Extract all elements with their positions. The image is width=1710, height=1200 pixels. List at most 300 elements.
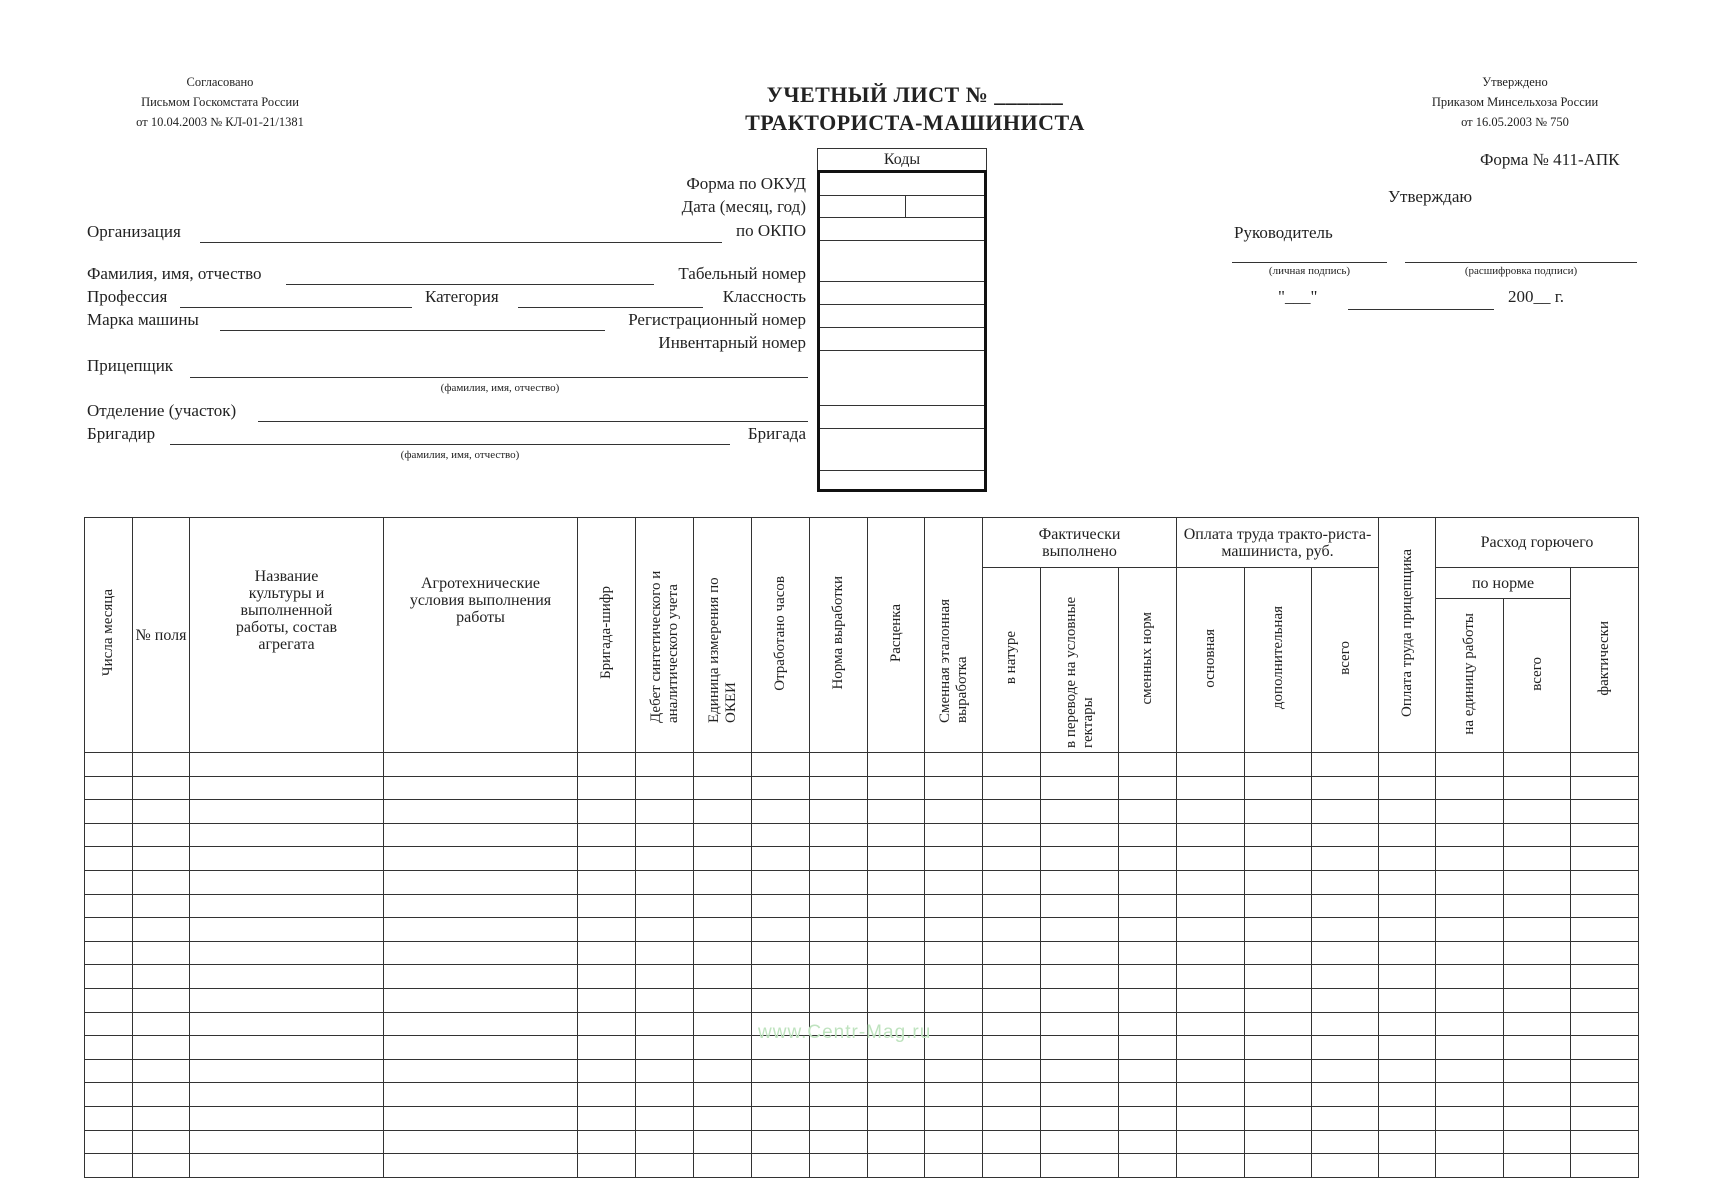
table-cell[interactable] (694, 1036, 752, 1060)
table-cell[interactable] (1245, 918, 1312, 942)
table-cell[interactable] (1436, 965, 1504, 989)
table-cell[interactable] (694, 1154, 752, 1178)
table-cell[interactable] (85, 1154, 133, 1178)
table-cell[interactable] (694, 988, 752, 1012)
table-cell[interactable] (1177, 870, 1245, 894)
table-cell[interactable] (1504, 1130, 1571, 1154)
table-cell[interactable] (694, 847, 752, 871)
table-cell[interactable] (384, 1130, 578, 1154)
table-cell[interactable] (694, 800, 752, 824)
table-cell[interactable] (85, 1083, 133, 1107)
table-cell[interactable] (983, 1106, 1041, 1130)
table-cell[interactable] (133, 1012, 190, 1036)
table-cell[interactable] (752, 776, 810, 800)
table-cell[interactable] (133, 1154, 190, 1178)
table-cell[interactable] (133, 800, 190, 824)
table-cell[interactable] (1041, 918, 1119, 942)
table-cell[interactable] (1312, 1130, 1379, 1154)
table-cell[interactable] (1379, 800, 1436, 824)
table-cell[interactable] (694, 965, 752, 989)
table-cell[interactable] (1379, 918, 1436, 942)
table-cell[interactable] (636, 894, 694, 918)
table-cell[interactable] (1119, 800, 1177, 824)
table-cell[interactable] (1436, 753, 1504, 777)
table-cell[interactable] (190, 1036, 384, 1060)
table-cell[interactable] (1571, 1059, 1639, 1083)
table-cell[interactable] (384, 1012, 578, 1036)
table-cell[interactable] (190, 753, 384, 777)
table-cell[interactable] (694, 823, 752, 847)
codes-row[interactable] (820, 327, 984, 328)
table-cell[interactable] (810, 847, 868, 871)
table-cell[interactable] (578, 1154, 636, 1178)
table-cell[interactable] (1504, 1106, 1571, 1130)
table-cell[interactable] (578, 1130, 636, 1154)
table-cell[interactable] (384, 753, 578, 777)
table-cell[interactable] (983, 965, 1041, 989)
table-cell[interactable] (1177, 965, 1245, 989)
table-cell[interactable] (810, 800, 868, 824)
table-cell[interactable] (133, 823, 190, 847)
table-cell[interactable] (190, 988, 384, 1012)
table-cell[interactable] (983, 870, 1041, 894)
table-cell[interactable] (578, 823, 636, 847)
table-cell[interactable] (384, 894, 578, 918)
table-cell[interactable] (133, 870, 190, 894)
table-cell[interactable] (85, 941, 133, 965)
table-cell[interactable] (1041, 823, 1119, 847)
table-cell[interactable] (1119, 1106, 1177, 1130)
table-cell[interactable] (925, 870, 983, 894)
table-cell[interactable] (1245, 1059, 1312, 1083)
table-cell[interactable] (1571, 1083, 1639, 1107)
table-cell[interactable] (1041, 1059, 1119, 1083)
table-cell[interactable] (1041, 941, 1119, 965)
table-cell[interactable] (752, 1154, 810, 1178)
table-cell[interactable] (384, 1106, 578, 1130)
table-cell[interactable] (85, 965, 133, 989)
table-cell[interactable] (85, 1130, 133, 1154)
table-cell[interactable] (1041, 1154, 1119, 1178)
table-cell[interactable] (1119, 965, 1177, 989)
table-cell[interactable] (578, 941, 636, 965)
table-cell[interactable] (752, 965, 810, 989)
table-cell[interactable] (1379, 965, 1436, 989)
table-cell[interactable] (1504, 941, 1571, 965)
table-cell[interactable] (85, 894, 133, 918)
table-cell[interactable] (810, 988, 868, 1012)
table-cell[interactable] (1504, 823, 1571, 847)
decode-line[interactable] (1405, 262, 1637, 263)
table-cell[interactable] (1041, 1036, 1119, 1060)
table-cell[interactable] (1041, 988, 1119, 1012)
codes-row[interactable] (820, 281, 984, 282)
table-cell[interactable] (85, 1012, 133, 1036)
table-cell[interactable] (636, 1083, 694, 1107)
table-cell[interactable] (868, 847, 925, 871)
table-cell[interactable] (636, 1012, 694, 1036)
table-cell[interactable] (384, 1059, 578, 1083)
table-cell[interactable] (190, 941, 384, 965)
table-cell[interactable] (752, 847, 810, 871)
foreman-field[interactable] (170, 444, 730, 445)
table-cell[interactable] (810, 1154, 868, 1178)
table-cell[interactable] (1312, 800, 1379, 824)
table-cell[interactable] (1245, 776, 1312, 800)
table-cell[interactable] (1119, 1036, 1177, 1060)
date-month-line[interactable] (1348, 309, 1494, 310)
table-cell[interactable] (1571, 870, 1639, 894)
table-cell[interactable] (925, 1012, 983, 1036)
table-cell[interactable] (1571, 1036, 1639, 1060)
table-cell[interactable] (1504, 800, 1571, 824)
table-cell[interactable] (1177, 1106, 1245, 1130)
table-cell[interactable] (1177, 1059, 1245, 1083)
table-cell[interactable] (1504, 1059, 1571, 1083)
organization-field[interactable] (200, 242, 722, 243)
table-cell[interactable] (925, 941, 983, 965)
table-cell[interactable] (133, 1059, 190, 1083)
table-cell[interactable] (1041, 1083, 1119, 1107)
table-cell[interactable] (810, 776, 868, 800)
table-cell[interactable] (1119, 1012, 1177, 1036)
table-cell[interactable] (636, 1059, 694, 1083)
table-cell[interactable] (925, 776, 983, 800)
table-cell[interactable] (190, 1059, 384, 1083)
table-cell[interactable] (1436, 800, 1504, 824)
codes-row[interactable] (820, 217, 984, 218)
table-cell[interactable] (85, 918, 133, 942)
table-cell[interactable] (1571, 800, 1639, 824)
table-cell[interactable] (1312, 776, 1379, 800)
table-cell[interactable] (133, 1130, 190, 1154)
table-cell[interactable] (636, 870, 694, 894)
codes-row[interactable] (820, 304, 984, 305)
table-cell[interactable] (868, 918, 925, 942)
table-cell[interactable] (1245, 870, 1312, 894)
table-cell[interactable] (868, 965, 925, 989)
table-cell[interactable] (752, 894, 810, 918)
signature-line[interactable] (1232, 262, 1387, 263)
table-cell[interactable] (694, 870, 752, 894)
table-cell[interactable] (1041, 1106, 1119, 1130)
table-cell[interactable] (1504, 870, 1571, 894)
table-cell[interactable] (1119, 847, 1177, 871)
table-cell[interactable] (1177, 800, 1245, 824)
table-cell[interactable] (1504, 988, 1571, 1012)
table-cell[interactable] (1041, 894, 1119, 918)
table-cell[interactable] (752, 1106, 810, 1130)
table-cell[interactable] (1571, 941, 1639, 965)
table-cell[interactable] (925, 800, 983, 824)
table-cell[interactable] (1571, 753, 1639, 777)
table-cell[interactable] (1312, 1154, 1379, 1178)
table-cell[interactable] (1312, 918, 1379, 942)
table-cell[interactable] (1379, 1083, 1436, 1107)
table-cell[interactable] (1041, 870, 1119, 894)
table-cell[interactable] (578, 800, 636, 824)
table-cell[interactable] (85, 870, 133, 894)
table-cell[interactable] (1245, 1036, 1312, 1060)
table-cell[interactable] (868, 753, 925, 777)
table-cell[interactable] (1312, 1083, 1379, 1107)
table-cell[interactable] (1041, 847, 1119, 871)
table-cell[interactable] (752, 823, 810, 847)
table-cell[interactable] (810, 1059, 868, 1083)
table-cell[interactable] (1379, 1059, 1436, 1083)
table-cell[interactable] (868, 776, 925, 800)
table-cell[interactable] (133, 1106, 190, 1130)
table-cell[interactable] (983, 918, 1041, 942)
table-cell[interactable] (1504, 918, 1571, 942)
table-cell[interactable] (384, 965, 578, 989)
table-cell[interactable] (190, 1154, 384, 1178)
table-cell[interactable] (694, 1106, 752, 1130)
table-cell[interactable] (133, 1036, 190, 1060)
table-cell[interactable] (1436, 918, 1504, 942)
table-cell[interactable] (1177, 988, 1245, 1012)
table-cell[interactable] (1041, 800, 1119, 824)
table-cell[interactable] (1436, 870, 1504, 894)
table-cell[interactable] (1245, 1130, 1312, 1154)
table-cell[interactable] (810, 941, 868, 965)
table-cell[interactable] (1436, 847, 1504, 871)
table-cell[interactable] (1504, 753, 1571, 777)
table-cell[interactable] (1571, 1154, 1639, 1178)
table-cell[interactable] (85, 847, 133, 871)
table-cell[interactable] (1379, 1154, 1436, 1178)
table-cell[interactable] (1119, 1154, 1177, 1178)
table-cell[interactable] (1436, 776, 1504, 800)
table-cell[interactable] (636, 941, 694, 965)
table-cell[interactable] (925, 894, 983, 918)
table-cell[interactable] (1177, 1154, 1245, 1178)
table-cell[interactable] (983, 1154, 1041, 1178)
table-cell[interactable] (190, 1130, 384, 1154)
table-cell[interactable] (694, 1059, 752, 1083)
table-cell[interactable] (983, 753, 1041, 777)
table-cell[interactable] (868, 1059, 925, 1083)
table-cell[interactable] (868, 894, 925, 918)
table-cell[interactable] (1177, 1130, 1245, 1154)
table-cell[interactable] (694, 941, 752, 965)
table-cell[interactable] (636, 1036, 694, 1060)
table-cell[interactable] (925, 1154, 983, 1178)
table-cell[interactable] (1245, 894, 1312, 918)
table-cell[interactable] (636, 1130, 694, 1154)
table-cell[interactable] (694, 776, 752, 800)
trailer-field[interactable] (190, 377, 808, 378)
table-cell[interactable] (694, 1083, 752, 1107)
table-cell[interactable] (636, 847, 694, 871)
table-cell[interactable] (925, 753, 983, 777)
table-cell[interactable] (983, 1059, 1041, 1083)
table-cell[interactable] (694, 894, 752, 918)
table-cell[interactable] (868, 1130, 925, 1154)
table-cell[interactable] (925, 965, 983, 989)
table-cell[interactable] (752, 941, 810, 965)
category-field[interactable] (518, 307, 703, 308)
table-cell[interactable] (868, 1154, 925, 1178)
codes-row[interactable] (820, 428, 984, 429)
table-cell[interactable] (636, 823, 694, 847)
table-cell[interactable] (1312, 1012, 1379, 1036)
table-cell[interactable] (85, 1036, 133, 1060)
table-cell[interactable] (1245, 965, 1312, 989)
table-cell[interactable] (983, 1083, 1041, 1107)
table-cell[interactable] (384, 823, 578, 847)
table-cell[interactable] (925, 988, 983, 1012)
table-cell[interactable] (1312, 1106, 1379, 1130)
table-cell[interactable] (1041, 965, 1119, 989)
table-cell[interactable] (578, 1036, 636, 1060)
table-cell[interactable] (578, 870, 636, 894)
table-cell[interactable] (925, 823, 983, 847)
table-cell[interactable] (578, 753, 636, 777)
table-cell[interactable] (85, 823, 133, 847)
table-cell[interactable] (133, 847, 190, 871)
table-cell[interactable] (1436, 988, 1504, 1012)
table-cell[interactable] (810, 1083, 868, 1107)
table-cell[interactable] (1436, 1059, 1504, 1083)
table-cell[interactable] (868, 988, 925, 1012)
table-cell[interactable] (925, 1130, 983, 1154)
table-cell[interactable] (384, 776, 578, 800)
table-cell[interactable] (190, 776, 384, 800)
table-cell[interactable] (1245, 823, 1312, 847)
table-cell[interactable] (925, 1036, 983, 1060)
table-cell[interactable] (1379, 1036, 1436, 1060)
table-cell[interactable] (1504, 1154, 1571, 1178)
table-cell[interactable] (384, 870, 578, 894)
table-cell[interactable] (868, 1083, 925, 1107)
table-cell[interactable] (1571, 823, 1639, 847)
table-cell[interactable] (133, 965, 190, 989)
table-cell[interactable] (578, 894, 636, 918)
table-cell[interactable] (190, 1012, 384, 1036)
table-cell[interactable] (1571, 918, 1639, 942)
table-cell[interactable] (85, 1106, 133, 1130)
table-cell[interactable] (752, 918, 810, 942)
table-cell[interactable] (810, 965, 868, 989)
table-cell[interactable] (636, 800, 694, 824)
table-cell[interactable] (983, 847, 1041, 871)
table-cell[interactable] (810, 870, 868, 894)
table-cell[interactable] (868, 823, 925, 847)
table-cell[interactable] (1436, 1130, 1504, 1154)
table-cell[interactable] (636, 776, 694, 800)
table-cell[interactable] (1245, 988, 1312, 1012)
table-cell[interactable] (1504, 965, 1571, 989)
table-cell[interactable] (384, 847, 578, 871)
table-cell[interactable] (694, 918, 752, 942)
table-cell[interactable] (810, 1130, 868, 1154)
table-cell[interactable] (190, 1083, 384, 1107)
table-cell[interactable] (810, 918, 868, 942)
table-cell[interactable] (1312, 941, 1379, 965)
table-cell[interactable] (578, 1083, 636, 1107)
table-cell[interactable] (133, 941, 190, 965)
codes-row[interactable] (820, 195, 984, 196)
table-cell[interactable] (752, 1083, 810, 1107)
table-cell[interactable] (983, 800, 1041, 824)
table-cell[interactable] (190, 847, 384, 871)
table-cell[interactable] (1436, 894, 1504, 918)
table-cell[interactable] (1119, 1083, 1177, 1107)
table-cell[interactable] (1379, 847, 1436, 871)
table-cell[interactable] (1245, 1012, 1312, 1036)
table-cell[interactable] (1177, 894, 1245, 918)
machine-field[interactable] (220, 330, 605, 331)
table-cell[interactable] (636, 918, 694, 942)
table-cell[interactable] (384, 1036, 578, 1060)
table-cell[interactable] (1119, 823, 1177, 847)
table-cell[interactable] (983, 894, 1041, 918)
table-cell[interactable] (1436, 1012, 1504, 1036)
table-cell[interactable] (1379, 823, 1436, 847)
table-cell[interactable] (636, 965, 694, 989)
table-cell[interactable] (1177, 941, 1245, 965)
table-cell[interactable] (1312, 823, 1379, 847)
table-cell[interactable] (868, 800, 925, 824)
table-cell[interactable] (1379, 988, 1436, 1012)
table-cell[interactable] (1571, 894, 1639, 918)
table-cell[interactable] (1379, 870, 1436, 894)
table-cell[interactable] (133, 894, 190, 918)
table-cell[interactable] (384, 941, 578, 965)
table-cell[interactable] (983, 941, 1041, 965)
table-cell[interactable] (85, 753, 133, 777)
table-cell[interactable] (578, 1012, 636, 1036)
table-cell[interactable] (752, 753, 810, 777)
table-cell[interactable] (1379, 1130, 1436, 1154)
table-cell[interactable] (925, 918, 983, 942)
table-cell[interactable] (1245, 1154, 1312, 1178)
table-cell[interactable] (133, 753, 190, 777)
table-cell[interactable] (983, 776, 1041, 800)
department-field[interactable] (258, 421, 808, 422)
table-cell[interactable] (1379, 1012, 1436, 1036)
table-cell[interactable] (694, 1012, 752, 1036)
table-cell[interactable] (133, 1083, 190, 1107)
table-cell[interactable] (578, 965, 636, 989)
table-cell[interactable] (1504, 1083, 1571, 1107)
table-cell[interactable] (636, 988, 694, 1012)
table-cell[interactable] (983, 1130, 1041, 1154)
table-cell[interactable] (384, 1083, 578, 1107)
table-cell[interactable] (1177, 1083, 1245, 1107)
table-cell[interactable] (1041, 753, 1119, 777)
table-cell[interactable] (1312, 894, 1379, 918)
table-cell[interactable] (1504, 1036, 1571, 1060)
table-cell[interactable] (636, 1106, 694, 1130)
table-cell[interactable] (190, 918, 384, 942)
table-cell[interactable] (1177, 847, 1245, 871)
table-cell[interactable] (1571, 988, 1639, 1012)
table-cell[interactable] (384, 800, 578, 824)
table-cell[interactable] (1436, 1154, 1504, 1178)
table-cell[interactable] (578, 1106, 636, 1130)
table-cell[interactable] (868, 941, 925, 965)
table-cell[interactable] (578, 776, 636, 800)
table-cell[interactable] (1177, 918, 1245, 942)
table-cell[interactable] (1379, 753, 1436, 777)
table-cell[interactable] (578, 918, 636, 942)
table-cell[interactable] (1041, 1130, 1119, 1154)
table-cell[interactable] (983, 1036, 1041, 1060)
fio-field[interactable] (286, 284, 654, 285)
table-cell[interactable] (752, 1059, 810, 1083)
